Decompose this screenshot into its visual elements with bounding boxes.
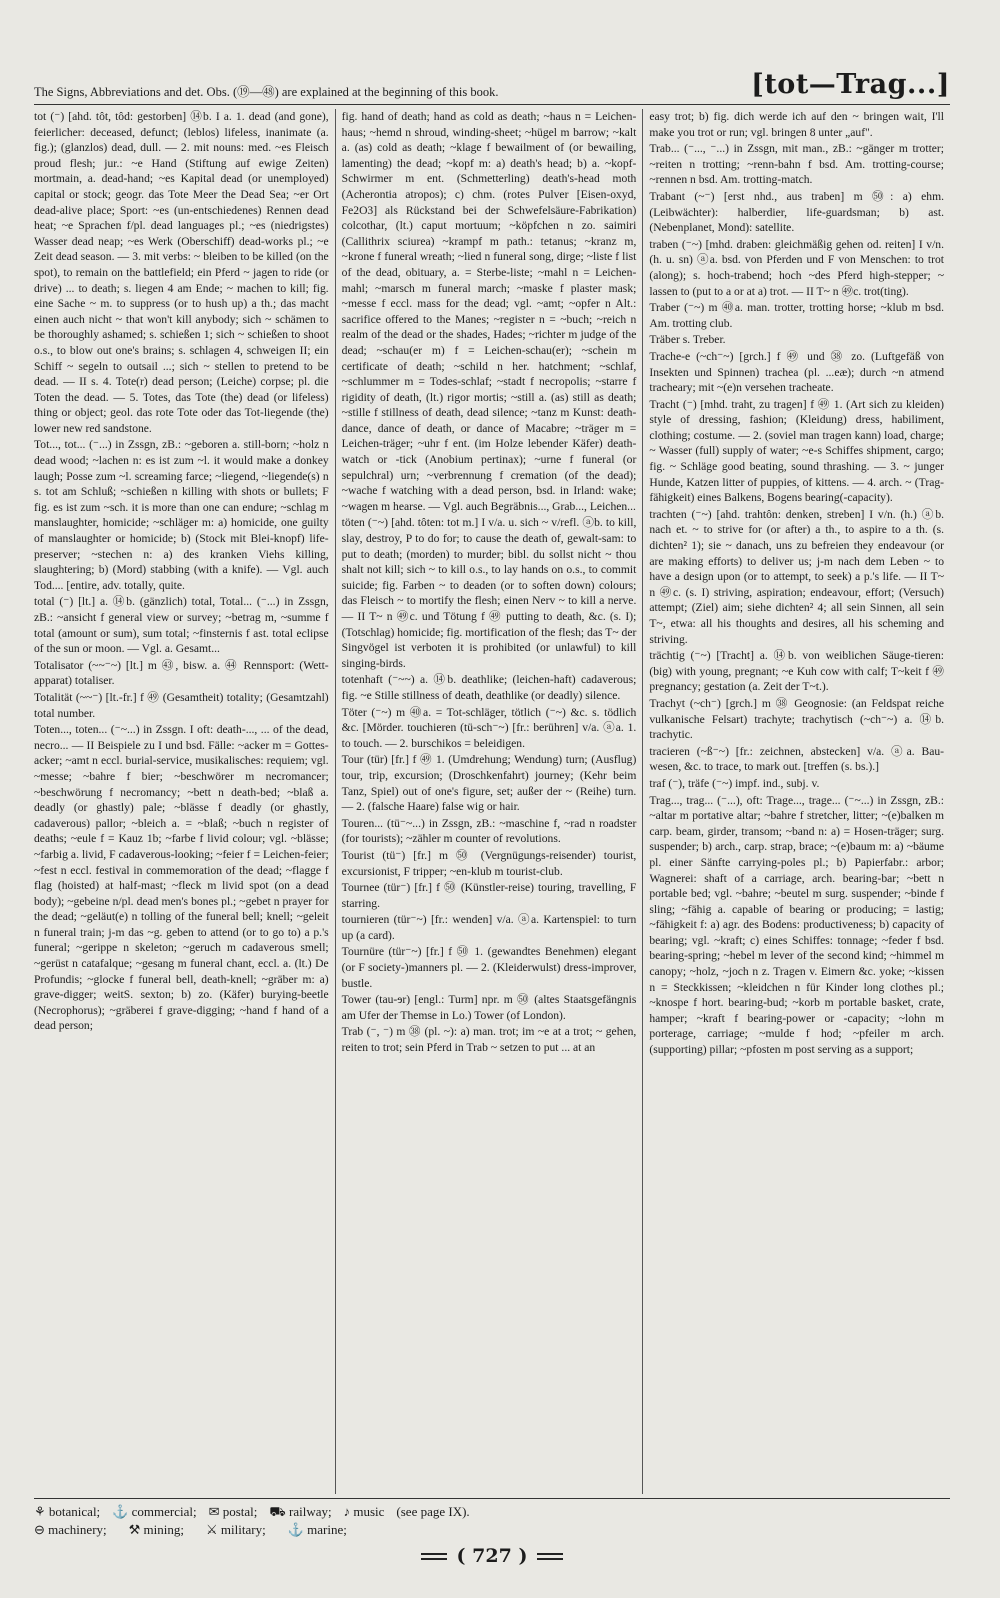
military-icon: ⚔	[206, 1522, 218, 1537]
legend-label: postal;	[222, 1504, 258, 1519]
legend-label: music	[353, 1504, 385, 1519]
dictionary-entry: Tour (tür) [fr.] f ㊾ 1. (Umdrehung; Wendung) turn; (Ausflug) tour, trip, excursion; (Droschkenfahrt) journey; (Kehr beim Tanz, Spiel) out of one's figure, set; außer der ~ (Reihe) turn. — 2. (falsche Haare) false wig or hair.	[341, 753, 637, 814]
column-2	[335, 109, 643, 1494]
dictionary-entry: Tournüre (tür⁻~) [fr.] f ㊿ 1. (gewandtes Benehmen) elegant (or F society-)manners pl. — 2. (Kleiderwulst) dress-improver, bustle.	[341, 945, 637, 990]
mining-icon: ⚒	[128, 1522, 141, 1537]
legend-label: marine;	[307, 1522, 347, 1537]
dictionary-entry: Tot..., tot... (⁻...) in Zssgn, zB.: ~geboren a. still-born; ~holz n dead wood; ~lachen n: es ist zum ~l. it would make a donkey laugh; Posse zum ~l. screaming farce; ~liegend, ~liegende(s) n s. tot am Schluß; ~schießen n killing with shots or bullets; F fig. es ist zum ~sch. it is more than one can endure; ~schlag m manslaughter, homicide; ~schläger m: a) homicide, one guilty of manslaughter or homicide; b) (Stock mit Blei-knopf) life-preserver; ~stechen n: a) des kranken Viehs killing, slaughtering; b) (Mord) stabbing (with a knife). — Vgl. auch Tod.... [entire, adv. totally, quite.	[34, 438, 329, 592]
legend-item	[34, 1503, 100, 1521]
dictionary-entry: trachten (⁻~) [ahd. trahtôn: denken, streben] I v/n. (h.) ⓐb. nach et. ~ to strive for (or after) a th., to aspire to a th. (s. dichten² 1); sie ~ danach, uns zu befreien they endeavour (or are making efforts) to deliver us; j-m nach dem Leben ~ to have a design upon (or to attempt, to seek) a p.'s life. — II T~ n ㊾c. (s. I) striving, aspiration; endeavour, effort; (Versuch) attempt; (Ziel) aim; siehe dichten² 4; all sein Sinnen, all sein T~, etwa: all his thoughts and desires, all his scheming and striving.	[649, 507, 945, 646]
legend-label: (see page IX).	[396, 1504, 470, 1519]
postal-icon: ✉	[208, 1504, 220, 1519]
music-icon: ♪	[343, 1504, 351, 1519]
legend-item	[129, 1521, 184, 1539]
legend-item	[34, 1521, 107, 1539]
dictionary-entry: totenhaft (⁻~~) a. ⑭b. deathlike; (leichen-haft) cadaverous; fig. ~e Stille stillness of death, deathlike (or deadly) silence.	[341, 673, 637, 702]
legend-line-1	[34, 1503, 950, 1521]
dictionary-entry: Tournee (tür⁻) [fr.] f ㊿ (Künstler-reise) touring, travelling, F starring.	[341, 881, 637, 910]
machinery-icon: ⊖	[34, 1522, 45, 1537]
column-1	[34, 109, 335, 1494]
dictionary-entry: tot (⁻) [ahd. tôt, tôd: gestorben] ⑭b. I a. 1. dead (and gone), feierlicher: deceased, defunct; (leblos) lifeless, inanimate (a. fig.); (glanzlos) dead, dull. — 2. mit nouns: med. ~es Fleisch proud flesh; jur.: ~e Hand (Stiftung auf ewige Zeiten) mortmain, a. dead-hand; ~es Kapital dead (or unemployed) capital or stock; geogr. das Tote Meer the Dead Sea; ~er Ort dead-alive place; Sport: ~es (un-entschiedenes) Rennen dead heat; ~e Sprachen f/pl. dead languages pl.; ~es (niedrigstes) Wasser dead neap; ~es Werk (Oberschiff) dead-works pl.; ~e Zeit dead season. — 3. mit verbs: ~ bleiben to be killed (on the spot), to remain on the battlefield; ein Pferd ~ jagen to ride (or drive) ... to death; s. liegen 4 am Ende; ~ machen to kill; fig. eine Sache ~ m. to suppress (or to hush up) a th.; das macht einen auch nicht ~ that won't kill anybody; sich ~ schämen to be thoroughly ashamed; s. schießen 1; sich ~ schießen to shoot o.s., to blow out one's brains; s. schlagen 4, schweigen II; ein Schiff ~ segeln to outsail ...; sich ~ stellen to pretend to be dead. — II s. 4. Tote(r) dead person; (Leiche) corpse; pl. die Toten the dead. — 5. Totes, das Tote (the) dead (or lifeless) thing or object; geol. das rote Tote oder das Tot-liegende (the) lower new red sandstone.	[34, 110, 329, 435]
legend-label: machinery;	[48, 1522, 107, 1537]
legend-item	[344, 1503, 385, 1521]
dictionary-entry: töten (⁻~) [ahd. tôten: tot m.] I v/a. u. sich ~ v/refl. ⓐb. to kill, slay, destroy, P to do for; to cause the death of, gewalt-sam: to put to death; (morden) to murder; bibl. du sollst nicht ~ thou shalt not kill; sich ~ to kill o.s., to lay hands on o.s., to commit suicide; fig. Farben ~ to deaden (or to soften down) colours; das Fleisch ~ to mortify the flesh; einen Nerv ~ to kill a nerve. — II T~ n ㊾c. und Tötung f ㊾ putting to death, &c. (s. I); (Totschlag) homicide; fig. mortification of the flesh; das T~ der Singvögel ist verboten it is prohibited (or unlawful) to kill singing-birds.	[341, 516, 637, 670]
legend-line-2	[34, 1521, 950, 1539]
page-number: ( 727 )	[456, 1545, 528, 1567]
dictionary-entry: trächtig (⁻~) [Tracht] a. ⑭b. von weiblichen Säuge-tieren: (big) with young, pregnant; ~e Kuh cow with calf; T~keit f ㊾ pregnancy; gestation (a. Zeit der T~t.).	[649, 649, 945, 694]
dictionary-entry: Tracht (⁻) [mhd. traht, zu tragen] f ㊾ 1. (Art sich zu kleiden) style of dressing, fashion; (Kleidung) dress, habiliment, clothing; costume. — 2. (soviel man tragen kann) load, charge; ~ Wasser (full) supply of water; ~e-s Schiffes shipment, cargo; fig. ~ Schläge good beating, sound thrashing. — 3. ~ junger Hunde, Katzen litter of puppies, of kittens. — 4. arch. ~ (Trag-fähigkeit) eines Balkens, Bogens bearing(-capacity).	[649, 397, 945, 505]
dictionary-entry: Traber (⁻~) m ㊵a. man. trotter, trotting horse; ~klub m bsd. Am. trotting club.	[649, 301, 945, 330]
legend-item	[288, 1521, 347, 1539]
dictionary-entry: total (⁻) [lt.] a. ⑭b. (gänzlich) total, Total... (⁻...) in Zssgn, zB.: ~ansicht f general view or survey; ~betrag m, ~summe f total (amount or sum), sum total; ~finsternis f ast. total eclipse of the sun or moon. — Vgl. a. Gesamt...	[34, 595, 329, 656]
dictionary-entry: Trab... (⁻..., ⁻...) in Zssgn, mit man., zB.: ~gänger m trotter; ~reiten n trotting; ~renn-bahn f bsd. Am. trotting-course; ~rennen n bsd. Am. trotting-match.	[649, 142, 945, 187]
dictionary-entry: Trabant (~⁻) [erst nhd., aus traben] m ㊿: a) ehm. (Leibwächter): halberdier, life-guardsman; b) ast. (Nebenplanet, Mond): satellite.	[649, 189, 945, 235]
dictionary-entry: tracieren (~ß⁻~) [fr.: zeichnen, abstecken] v/a. ⓐa. Bau-wesen, &c. to trace, to mark out. [treffen (s. bs.).]	[649, 744, 945, 774]
page-number-block	[34, 1545, 950, 1567]
dictionary-entry: Trachyt (~ch⁻) [grch.] m ㊳ Geognosie: (an Feldspat reiche vulkanische Felsart) trachyte; trachytisch (~ch⁻~) a. ⑭b. trachytic.	[649, 696, 945, 742]
dictionary-entry: Töter (⁻~) m ㊵a. = Tot-schläger, tötlich (⁻~) &c. s. tödlich &c. [Mörder. touchieren (tü-sch⁻~) [fr.: berühren] v/a. ⓐa. 1. to touch. — 2. burschikos = beleidigen.	[341, 705, 637, 750]
dictionary-entry: Trag..., trag... (⁻...), oft: Trage..., trage... (⁻~...) in Zssgn, zB.: ~altar m portative altar; ~bahre f stretcher, litter; ~(e)balken m carp. beam, girder, transom; ~band n: a) = Hosen-träger; surg. suspender; b) arch., carp. strap, brace; ~(e)baum m: a) ~bäume pl. einer Sänfte carrying-poles pl.; b) Papierfabr.: arbor; Wagnerei: shaft of a carriage, arch. bearing-bar; ~bett n portable bed; vgl. ~bahre; ~beutel m surg. suspender; ~binde f sling; ~fähig a. capable of bearing or producing; = lastig; ~fähigkeit f: a) agr. des Bodens: productiveness; b) capacity of bearing; vgl. ~kraft; c) eines Schiffes: tonnage; ~feder f bsd. bearing-spring; ~hebel m lever of the second kind; ~himmel m canopy; ~holz, ~joch n z. Tragen v. Eimern &c. yoke; ~kissen n = Steckkissen; ~kleidchen n für Kinder long clothes pl.; ~knospe f hort. bearing-bud; ~korb m portable basket, crate, hamper; ~kraft f bearing-power or -capacity; ~lohn m porterage, carriage; ~mulde f hod; ~pfeiler m arch. (supporting) pillar; ~pfosten m post serving as a support;	[649, 793, 945, 1057]
dictionary-entry: traben (⁻~) [mhd. draben: gleichmäßig gehen od. reiten] I v/n. (h. u. sn) ⓐa. bsd. von Pferden und F von Menschen: to trot (along); s. hoch-trabend; hoch ~des Pferd high-stepper; ~ lassen to (put to a or at a) trot. — II T~ n ㊾c. trot(ting).	[649, 237, 945, 298]
dictionary-entry: easy trot; b) fig. dich werde ich auf den ~ bringen wait, I'll make you trot or run; vgl. bringen 8 unter „auf".	[649, 110, 945, 139]
dictionary-entry: Trache-e (~ch⁻~) [grch.] f ㊾ und ㊳ zo. (Luftgefäß von Insekten und Spinnen) trachea (pl. ...eæ); durch ~n atmend tracheary; mit ~(e)n versehen tracheate.	[649, 349, 945, 395]
railway-icon: ⛟	[269, 1504, 286, 1519]
rule-right	[537, 1553, 563, 1560]
column-3	[642, 109, 950, 1494]
dictionary-entry: Trab (⁻, ⁻) m ㊳ (pl. ~): a) man. trot; im ~e at a trot; ~ gehen, reiten to trot; sein Pferd in Trab ~ setzen to put ... at an	[341, 1025, 637, 1055]
legend-label: commercial;	[131, 1504, 197, 1519]
guide-words: [tot—Trag...]	[751, 69, 950, 100]
page-header	[34, 60, 950, 105]
legend-label: military;	[220, 1522, 266, 1537]
legend-label: botanical;	[48, 1504, 101, 1519]
dictionary-entry: Tower (tau-ɘr) [engl.: Turm] npr. m ㊿ (altes Staatsgefängnis am Ufer der Themse in Lo.) Tower (of London).	[341, 993, 637, 1022]
dictionary-entry: fig. hand of death; hand as cold as death; ~haus n = Leichen-haus; ~hemd n shroud, winding-sheet; ~hügel m barrow; ~kalt a. (as) cold as death; ~klage f bewailment of (or bewailing, lamenting) the dead; ~kopf m: a) death's head; b) a. ~kopf-Schwirmer m ent. (Schmetterling) death's-head moth (Acherontia atropos); c) chm. (rotes Pulver [Eisen-oxyd, Fe2O3] als Rückstand bei der Schwefelsäure-Fabrikation) colcothar, (lt.) caput mortuum; ~köpfchen n zo. saimiri (Callithrix sciurea) ~krampf m path.: tetanus; ~kranz m, ~krone f funeral wreath; ~lied n funeral song, dirge; ~liste f list of the dead, obituary, a. = Sterbe-liste; ~mahl n = Leichen-mahl; ~marsch m funeral march; ~maske f plaster mask; ~messe f eccl. mass for the dead; vgl. ~amt; ~opfer n Alt.: sacrifice offered to the Manes; ~register n = ~buch; ~reich n realm of the dead or the shades, Hades; ~richter m judge of the dead; ~schau(er m) f = Leichen-schau(er); ~schein m certificate of death; ~schild n her. hatchment; ~schlaf, ~schlummer m = Todes-schlaf; ~stadt f necropolis; ~starre f rigidity of death, (lt.) rigor mortis; ~still a. (as) still as death; ~stille f stillness of death, dead silence; ~tanz m Kunst: death-dance, dance of death, or dance of Macabre; ~träger m = Leichen-träger; ~uhr f ent. (im Holze lebender Käfer) death-watch or -tick (Anobium pertinax); ~urne f funeral (or sepulchral) urn; ~verbrennung f cremation (of the dead); ~wache f watching with a dead person, bsd. in Irland: wake; ~wagen m hearse. — Vgl. auch Begräbnis..., Grab..., Leichen...	[341, 110, 637, 513]
dictionary-entry: Träber s. Treber.	[649, 333, 726, 347]
legend-item	[209, 1503, 258, 1521]
dictionary-entry: Touren... (tü⁻~...) in Zssgn, zB.: ~maschine f, ~rad n roadster (for tourists); ~zähler m counter of revolutions.	[341, 816, 637, 846]
dictionary-entry: Toten..., toten... (⁻~...) in Zssgn. I oft: death-..., ... of the dead, necro... — II Beispiele zu I und bsd. Fälle: ~acker m = Gottes-acker; ~amt n eccl. burial-service, musikalisches: requiem; vgl. ~messe; ~bahre f bier; ~beschwörer m necromancer; ~beschwörung f necromancy; ~bett n death-bed; ~blaß a. deadly (or ghastly) pale; ~blässe f deadly (or ghastly, cadaverous) pallor; ~bleich a. = ~blaß; ~buch n register of deaths; ~eule f = Kauz 1b; ~farbe f livid colour; vgl. ~blässe; ~farbig a. livid, F cadaverous-looking; ~feier f = Leichen-feier; ~fest n eccl. festival in commemoration of the dead; ~flagge f flag (hoisted) at half-mast; ~fleck m livid spot (on a dead body); ~gebeine n/pl. dead men's bones pl.; ~gebet n prayer for the dead; ~geläut(e) n tolling of the funeral bell; knell; ~geleit n funeral train; j-m das ~g. geben to attend (or to go to) a p.'s funeral; ~gerippe n skeleton; ~geruch m cadaverous smell; ~gerüst n catafalque; ~gesang m funeral chant, eccl. a. (lt.) De Profundis; ~glocke f funeral bell, death-knell; ~gräber m: a) grave-digger; weitS. sexton; b) zo. (Käfer) burying-beetle (Necrophorus); ~gräberei f grave-digging; ~hand f hand of a dead person;	[34, 723, 329, 1033]
symbol-legend	[34, 1498, 950, 1539]
rule-left	[421, 1553, 447, 1560]
legend-item	[396, 1503, 469, 1521]
commercial-icon: ⚓	[112, 1504, 129, 1519]
abbreviations-note: The Signs, Abbreviations and det. Obs. (⑲—㊽) are explained at the beginning of this book.	[34, 85, 499, 99]
botanical-icon: ⚘	[34, 1504, 46, 1519]
dictionary-entry: Tourist (tü⁻) [fr.] m ㊿ (Vergnügungs-reisender) tourist, excursionist, F tripper; ~en-klub m tourist-club.	[341, 848, 637, 878]
dictionary-entry: tournieren (tür⁻~) [fr.: wenden] v/a. ⓐa. Kartenspiel: to turn up (a card).	[341, 913, 637, 942]
entry-columns	[34, 109, 950, 1494]
legend-item	[269, 1503, 331, 1521]
marine-icon: ⚓	[287, 1522, 304, 1537]
legend-label: railway;	[289, 1504, 332, 1519]
legend-item	[112, 1503, 196, 1521]
dictionary-entry: Totalisator (~~⁻~) [lt.] m ㊸, bisw. a. ㊹ Rennsport: (Wett-apparat) totaliser.	[34, 658, 329, 688]
dictionary-entry: Totalität (~~⁻) [lt.-fr.] f ㊾ (Gesamtheit) totality; (Gesamtzahl) total number.	[34, 690, 329, 720]
dictionary-entry: traf (⁻), träfe (⁻~) impf. ind., subj. v.	[649, 776, 820, 790]
page-number-value: 727	[472, 1545, 512, 1567]
legend-label: mining;	[143, 1522, 184, 1537]
legend-item	[206, 1521, 266, 1539]
